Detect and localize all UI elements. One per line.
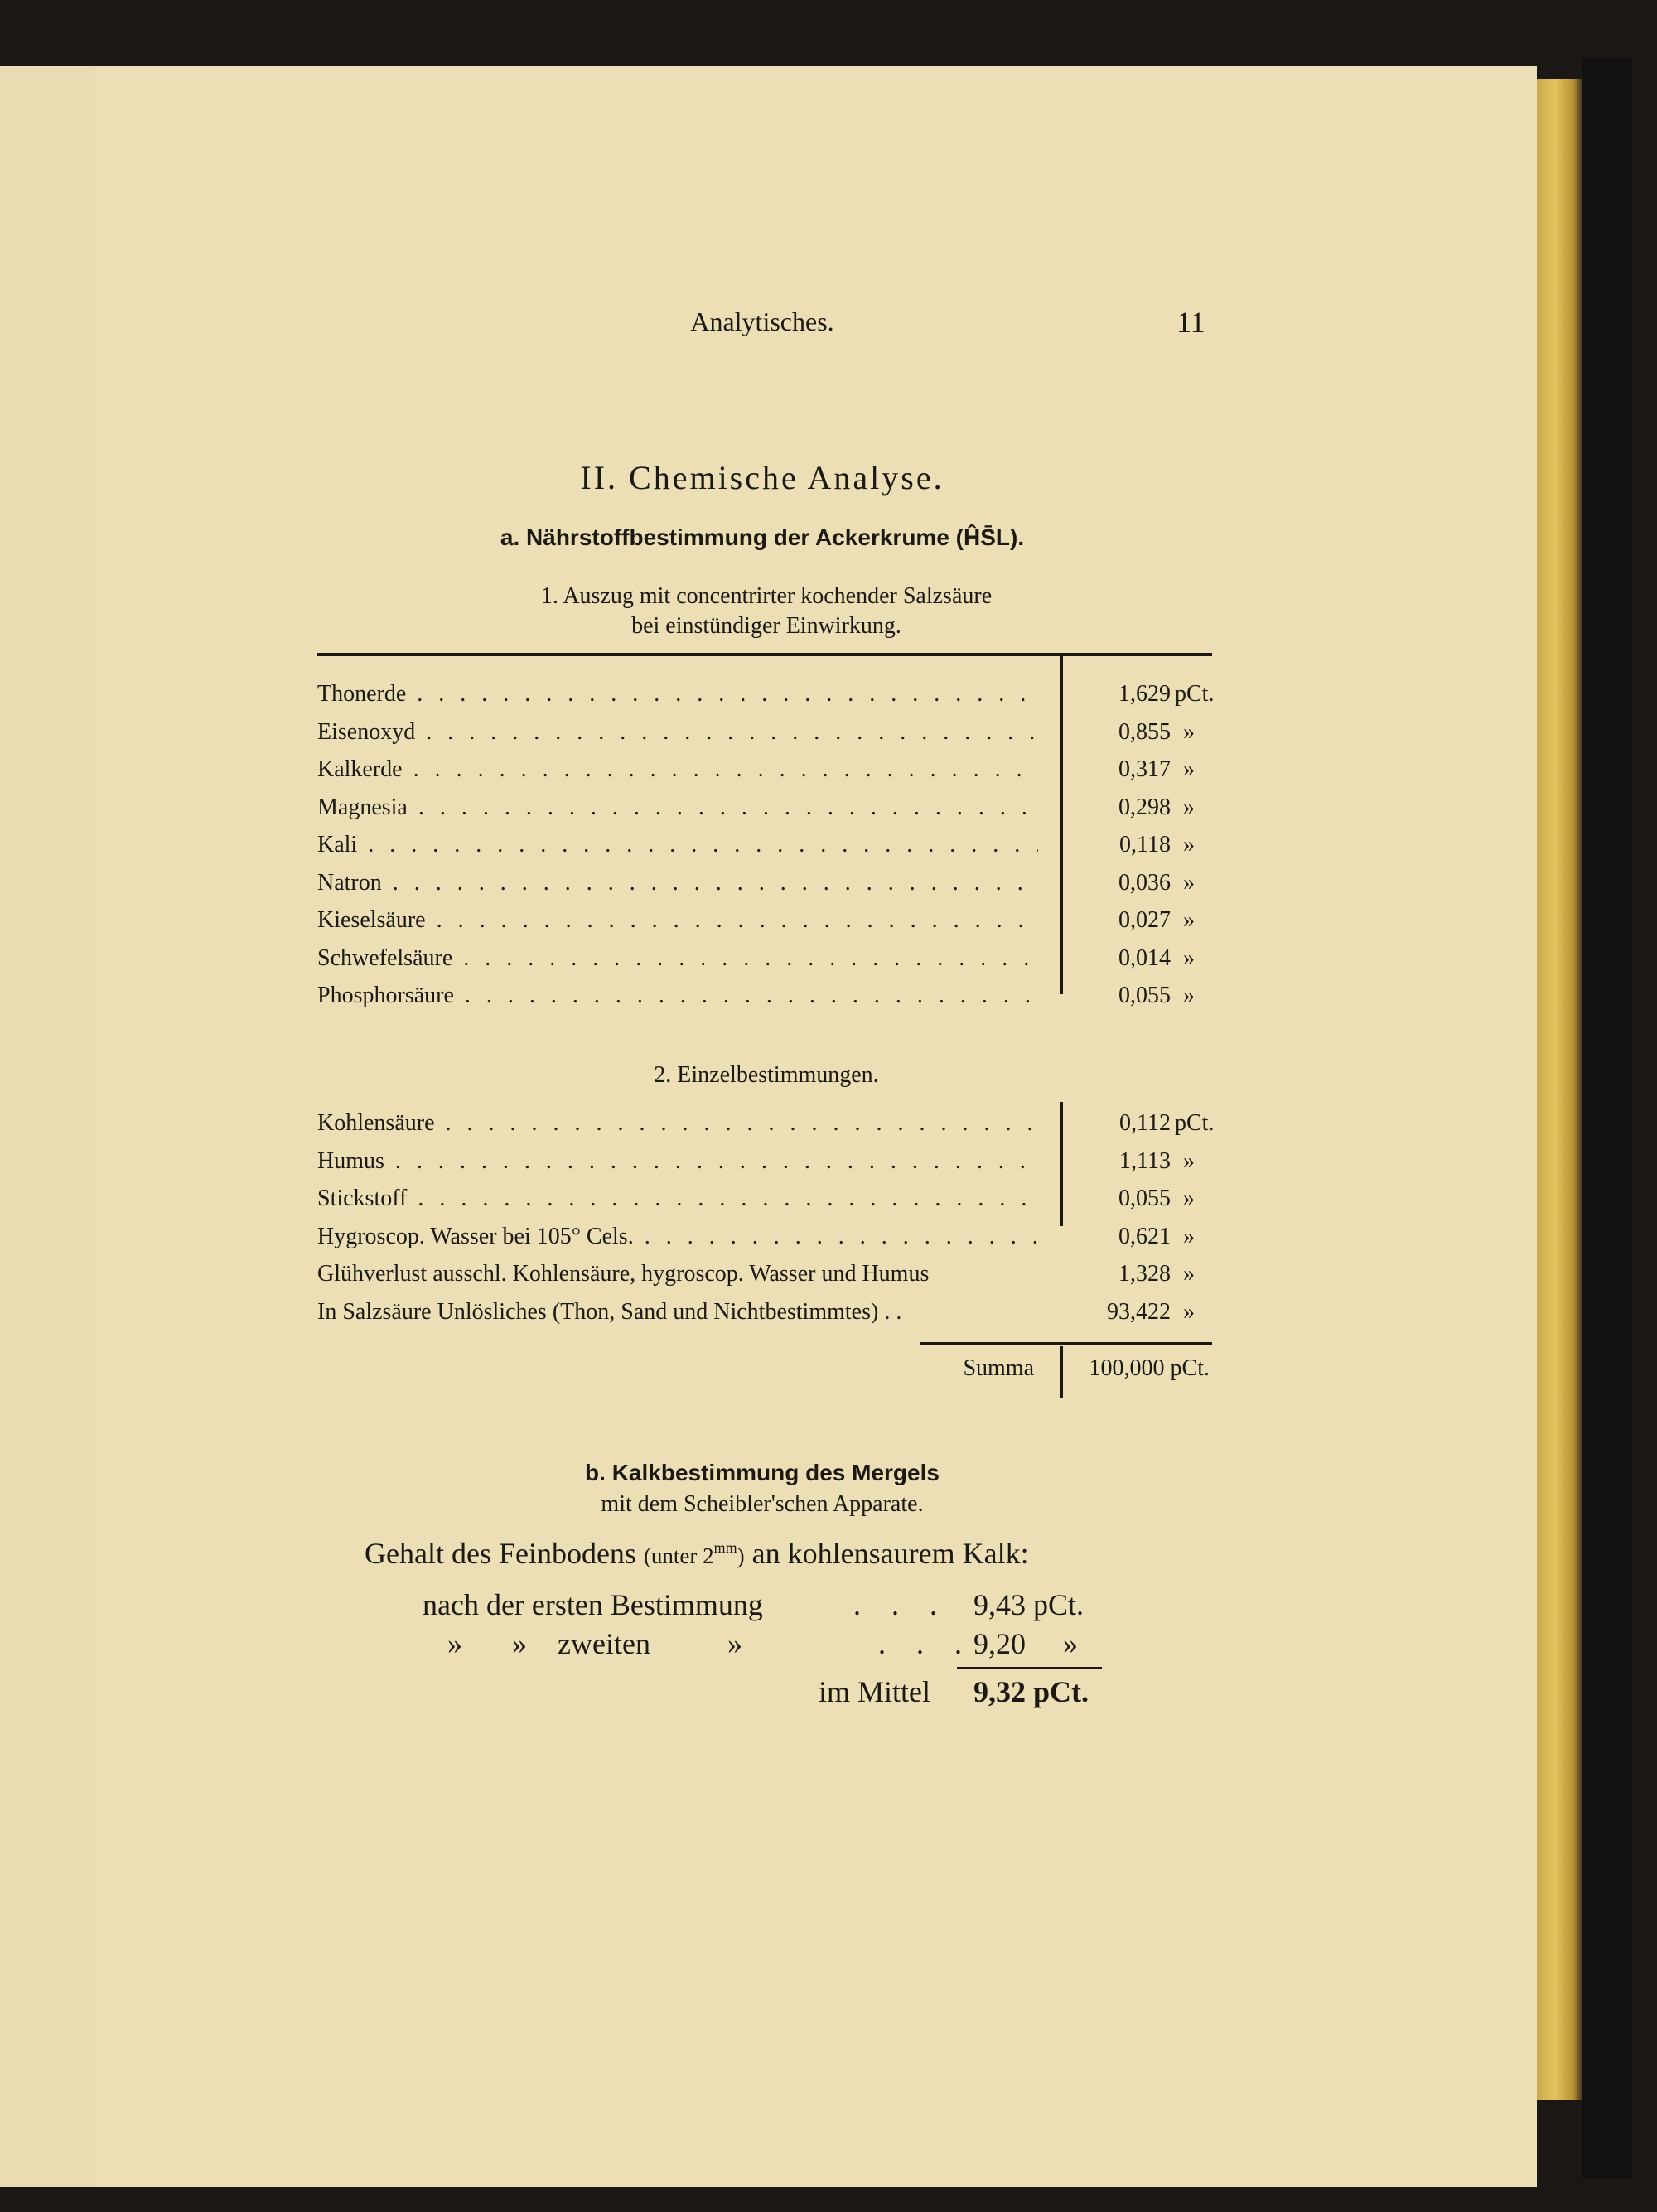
row-unit: » [1183, 756, 1195, 782]
leader-dots [435, 1110, 1038, 1136]
row-value: 0,621 [1118, 1223, 1171, 1249]
leader-dots [426, 907, 1038, 933]
page-title: II. Chemische Analyse. [580, 459, 944, 496]
first-determination-dots: . . . [853, 1588, 949, 1621]
page-number: 11 [1176, 306, 1205, 339]
row-value: 0,112 [1119, 1110, 1171, 1136]
running-head: Analytisches. [690, 307, 834, 336]
leader-dots [384, 1148, 1038, 1174]
row-label-text: Kali [317, 832, 358, 857]
gehalt-line [365, 1536, 1193, 1571]
row-value: 0,014 [1118, 944, 1171, 971]
table-row [317, 870, 1212, 908]
table-row [317, 794, 1212, 833]
row-unit: » [1183, 1298, 1195, 1325]
row-label [317, 832, 1038, 858]
row-label-text: Stickstoff [317, 1186, 408, 1211]
page-edges [1537, 79, 1582, 2100]
row-label [317, 719, 1038, 746]
table-row [317, 832, 1212, 870]
leader-dots [634, 1224, 1038, 1249]
table-row [317, 1110, 1215, 1148]
table-row [317, 1148, 1212, 1186]
summa-rule [920, 1342, 1212, 1345]
subsection-2-heading: 2. Einzelbestimmungen. [654, 1062, 879, 1088]
row-unit: » [1183, 832, 1195, 857]
row-label [317, 907, 1038, 934]
leader-dots [454, 983, 1038, 1008]
row-unit: » [1183, 1186, 1195, 1211]
row-value: 1,629 [1118, 681, 1171, 707]
row-unit: » [1183, 794, 1195, 820]
row-value: 0,055 [1118, 983, 1171, 1008]
table-row [317, 681, 1215, 719]
row-label-text: Glühverlust ausschl. Kohlensäure, hygroscop. Wasser und Humus [317, 1261, 930, 1287]
row-value: 0,027 [1118, 907, 1171, 933]
leader-dots [382, 870, 1038, 896]
row-label [317, 1261, 1038, 1287]
table-row [317, 1299, 1212, 1337]
leader-dots [357, 832, 1038, 857]
second-determination-dots: . . . [878, 1627, 973, 1660]
second-ditto-1: » [447, 1627, 462, 1660]
subsection-1-heading [464, 582, 1069, 641]
row-label-text: Phosphorsäure [317, 983, 454, 1008]
leader-dots [408, 794, 1038, 820]
row-unit: pCt. [1175, 681, 1215, 707]
first-determination-value: 9,43 pCt. [973, 1588, 1085, 1621]
row-label [317, 756, 1038, 783]
row-label-text: Eisenoxyd [317, 718, 416, 745]
table-row [317, 719, 1212, 757]
row-label-text: Humus [317, 1147, 384, 1174]
subsection-1-line2: bei einstündiger Einwirkung. [631, 613, 901, 639]
leader-dots [452, 945, 1038, 971]
table-row [317, 983, 1212, 1021]
second-determination-value: 9,20 [973, 1627, 1026, 1660]
row-label [317, 794, 1038, 821]
row-label-text: Thonerde [317, 681, 407, 707]
row-label [317, 1224, 1038, 1250]
row-value: 1,328 [1118, 1261, 1171, 1287]
first-determination-label: nach der ersten Bestimmung [423, 1588, 763, 1621]
table-top-rule [317, 653, 1212, 656]
row-value: 0,055 [1118, 1186, 1171, 1211]
gehalt-post: an kohlensaurem Kalk: [751, 1537, 1029, 1570]
row-label [317, 1148, 1038, 1175]
second-determination-unit: » [1063, 1627, 1078, 1660]
summa-divider [1060, 1346, 1063, 1398]
table-row [317, 1261, 1212, 1299]
row-label-text: Magnesia [317, 794, 408, 820]
row-label [317, 983, 1038, 1009]
table-row [317, 756, 1212, 794]
table-row [317, 945, 1212, 983]
row-unit: » [1183, 1147, 1195, 1174]
leader-dots [403, 756, 1038, 782]
row-label [317, 870, 1038, 896]
row-label-text: Kieselsäure [317, 907, 426, 933]
row-unit: » [1183, 1261, 1195, 1287]
row-label [317, 945, 1038, 972]
row-value: 0,855 [1118, 718, 1171, 745]
table-row [317, 1224, 1212, 1262]
section-b-heading: b. Kalkbestimmung des Mergels [585, 1460, 940, 1485]
mittel-value: 9,32 pCt. [973, 1675, 1089, 1708]
left-page [0, 66, 97, 2187]
mittel-label: im Mittel [819, 1675, 930, 1708]
leader-dots [407, 1186, 1038, 1211]
gehalt-small-end: ) [737, 1543, 745, 1568]
second-ditto-3: » [727, 1627, 742, 1660]
row-unit: » [1183, 1223, 1195, 1249]
row-value: 0,118 [1119, 832, 1171, 857]
leader-dots [406, 681, 1038, 707]
book-cover-edge [1582, 58, 1632, 2179]
row-label-text: Kalkerde [317, 756, 403, 782]
row-unit: » [1183, 907, 1195, 933]
row-label [317, 1110, 1038, 1137]
row-value: 0,317 [1118, 756, 1171, 782]
row-label-text: In Salzsäure Unlösliches (Thon, Sand und Nichtbestimmtes) . . [317, 1298, 902, 1325]
gehalt-pre: Gehalt des Feinbodens [365, 1537, 636, 1570]
row-unit: pCt. [1175, 1110, 1215, 1136]
table-row [317, 907, 1212, 945]
row-value: 0,298 [1118, 794, 1171, 820]
row-unit: » [1183, 944, 1195, 971]
gehalt-small: (unter 2 [643, 1543, 714, 1568]
second-determination-label: zweiten [558, 1627, 650, 1660]
row-label-text: Schwefelsäure [317, 944, 453, 971]
second-ditto-2: » [512, 1627, 527, 1660]
mittel-rule [957, 1667, 1102, 1669]
row-value: 0,036 [1118, 869, 1171, 896]
summa-value: 100,000 pCt. [1089, 1355, 1210, 1381]
table-row [317, 1186, 1212, 1224]
gehalt-sup: mm [713, 1539, 737, 1556]
section-a-heading: a. Nährstoffbestimmung der Ackerkrume (ĤS̄L). [500, 524, 1025, 550]
row-value: 1,113 [1119, 1147, 1171, 1174]
leader-dots [415, 719, 1038, 745]
row-unit: » [1183, 718, 1195, 745]
row-label-text: Kohlensäure [317, 1110, 435, 1136]
section-b-subheading: mit dem Scheibler'schen Apparate. [601, 1491, 924, 1517]
row-unit: » [1183, 983, 1195, 1008]
row-label-text: Hygroscop. Wasser bei 105° Cels. [317, 1223, 634, 1249]
summa-label: Summa [963, 1355, 1034, 1381]
row-unit: » [1183, 869, 1195, 896]
subsection-1-line1: 1. Auszug mit concentrirter kochender Salzsäure [540, 583, 993, 609]
row-label [317, 681, 1038, 708]
row-label [317, 1299, 1038, 1326]
row-value: 93,422 [1107, 1298, 1171, 1325]
row-label [317, 1186, 1038, 1212]
row-label-text: Natron [317, 869, 382, 896]
